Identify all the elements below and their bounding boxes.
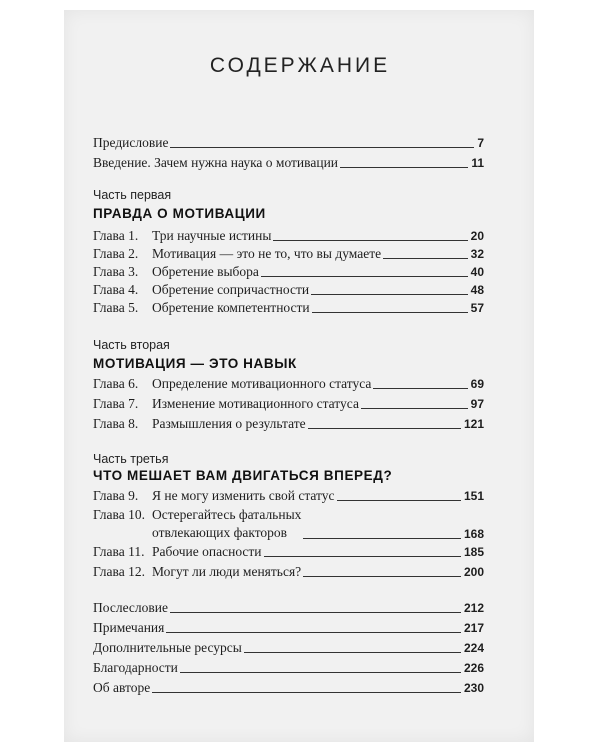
toc-entry-label: Послесловие [93, 600, 168, 615]
dot-leader [312, 312, 468, 313]
chapter-number: Глава 10. [93, 507, 145, 522]
toc-entry-label: Примечания [93, 620, 165, 635]
toc-chapter-12 [93, 562, 484, 580]
dot-leader [311, 294, 468, 295]
toc-chapter-2 [93, 244, 484, 262]
chapter-number: Глава 12. [93, 564, 145, 579]
toc-chapter-9 [93, 486, 484, 504]
dot-leader [303, 576, 461, 577]
chapter-number: Глава 11. [93, 544, 145, 559]
chapter-number: Глава 4. [93, 282, 139, 297]
dot-leader [180, 672, 461, 673]
chapter-number: Глава 3. [93, 264, 139, 279]
chapter-title: Обретение выбора [152, 264, 259, 279]
part-1-title: ПРАВДА О МОТИВАЦИИ [93, 206, 266, 221]
part-3-label: Часть третья [93, 452, 169, 466]
chapter-number: Глава 5. [93, 300, 139, 315]
toc-entry-page: 11 [471, 156, 484, 170]
chapter-number: Глава 8. [93, 416, 139, 431]
toc-entry-page: 20 [470, 229, 484, 243]
chapter-title-line-2: отвлекающих факторов [152, 525, 288, 540]
chapter-title: Я не могу изменить свой статус [152, 488, 335, 503]
dot-leader [170, 147, 474, 148]
toc-entry-label: Об авторе [93, 680, 151, 695]
dot-leader [308, 428, 461, 429]
chapter-title: Определение мотивационного статуса [152, 376, 372, 391]
toc-entry-label: Предисловие [93, 135, 169, 150]
toc-entry-resources [93, 638, 484, 656]
dot-leader [261, 276, 468, 277]
dot-leader [337, 500, 461, 501]
toc-entry-page: 151 [463, 489, 484, 503]
dot-leader [273, 240, 467, 241]
toc-entry-introduction [93, 153, 484, 171]
toc-chapter-11 [93, 542, 484, 560]
toc-entry-page: 200 [463, 565, 484, 579]
toc-chapter-4 [93, 280, 484, 298]
dot-leader [170, 612, 461, 613]
toc-entry-page: 168 [463, 527, 484, 541]
toc-entry-page: 32 [470, 247, 484, 261]
chapter-number: Глава 7. [93, 396, 139, 411]
dot-leader [383, 258, 468, 259]
toc-entry-preface [93, 133, 484, 151]
chapter-title: Обретение сопричастности [152, 282, 310, 297]
toc-chapter-1 [93, 226, 484, 244]
toc-entry-label: Дополнительные ресурсы [93, 640, 242, 655]
toc-entry-page: 7 [477, 136, 484, 150]
part-1-label: Часть первая [93, 188, 172, 202]
toc-entry-page: 212 [463, 601, 484, 615]
toc-chapter-3 [93, 262, 484, 280]
toc-entry-page: 217 [463, 621, 484, 635]
chapter-title: Могут ли люди меняться? [152, 564, 302, 579]
part-2-title: МОТИВАЦИЯ — ЭТО НАВЫК [93, 356, 297, 371]
dot-leader [152, 692, 461, 693]
toc-entry-page: 230 [463, 681, 484, 695]
dot-leader [166, 632, 461, 633]
toc-entry-about-author [93, 678, 484, 696]
toc-entry-label: Введение. Зачем нужна наука о мотивации [93, 155, 339, 170]
chapter-title: Обретение компетентности [152, 300, 310, 315]
toc-entry-page: 185 [463, 545, 484, 559]
toc-chapter-7 [93, 394, 484, 412]
chapter-title: Размышления о результате [152, 416, 306, 431]
part-3-title: ЧТО МЕШАЕТ ВАМ ДВИГАТЬСЯ ВПЕРЕД? [93, 468, 393, 483]
page-title: СОДЕРЖАНИЕ [209, 54, 391, 77]
toc-entry-acknowledgements [93, 658, 484, 676]
chapter-number: Глава 9. [93, 488, 139, 503]
chapter-number: Глава 2. [93, 246, 139, 261]
toc-entry-page: 224 [463, 641, 484, 655]
chapter-number: Глава 1. [93, 228, 139, 243]
chapter-title: Остерегайтесь фатальных [152, 507, 302, 522]
toc-entry-label: Благодарности [93, 660, 178, 675]
chapter-title: Мотивация — это не то, что вы думаете [152, 246, 382, 261]
toc-entry-page: 48 [470, 283, 484, 297]
toc-entry-page: 57 [470, 301, 484, 315]
toc-chapter-8 [93, 414, 484, 432]
part-2-label: Часть вторая [93, 338, 170, 352]
toc-entry-page: 40 [470, 265, 484, 279]
toc-entry-page: 69 [470, 377, 484, 391]
chapter-title: Рабочие опасности [152, 544, 262, 559]
dot-leader [361, 408, 468, 409]
toc-entry-afterword [93, 598, 484, 616]
chapter-title: Изменение мотивационного статуса [152, 396, 359, 411]
toc-chapter-6 [93, 374, 484, 392]
dot-leader [340, 167, 468, 168]
dot-leader [264, 556, 461, 557]
toc-chapter-10 [93, 506, 484, 542]
chapter-title: Три научные истины [152, 228, 272, 243]
dot-leader [303, 538, 461, 539]
dot-leader [244, 652, 461, 653]
toc-entry-page: 121 [463, 417, 484, 431]
toc-chapter-5 [93, 298, 484, 316]
toc-entry-page: 97 [470, 397, 484, 411]
dot-leader [373, 388, 467, 389]
toc-entry-page: 226 [463, 661, 484, 675]
toc-entry-notes [93, 618, 484, 636]
chapter-number: Глава 6. [93, 376, 139, 391]
